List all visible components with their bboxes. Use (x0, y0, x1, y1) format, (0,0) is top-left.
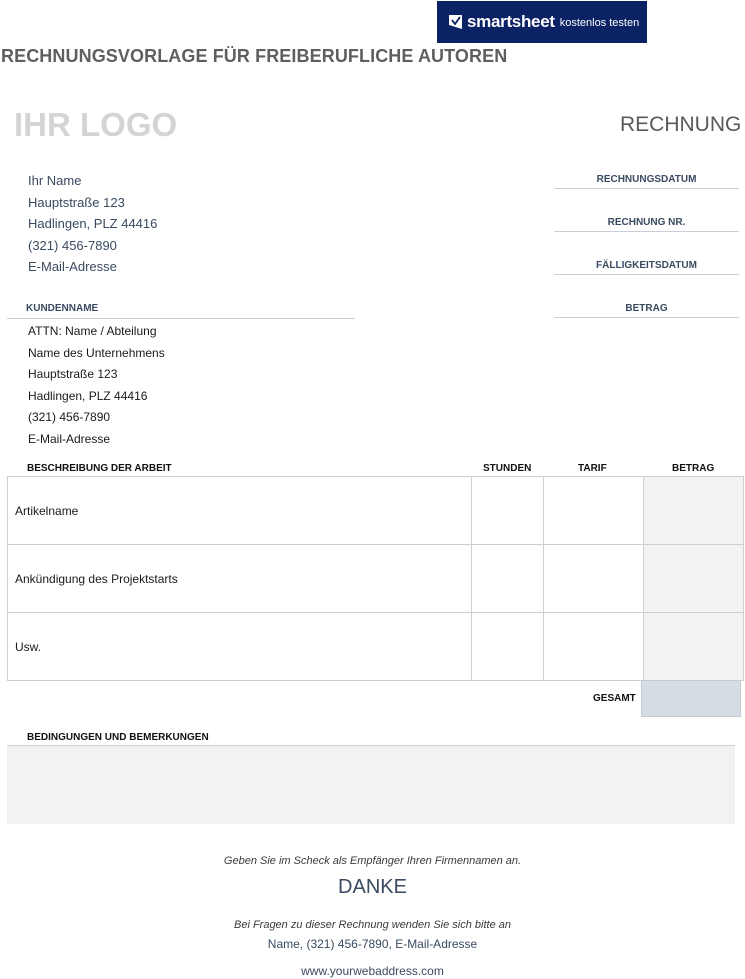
row-hours[interactable] (472, 545, 544, 613)
row-description[interactable]: Ankündigung des Projektstarts (8, 545, 472, 613)
sender-email: E-Mail-Adresse (28, 259, 117, 275)
row-rate[interactable] (544, 545, 644, 613)
smartsheet-banner[interactable] (437, 1, 647, 43)
page-title: RECHNUNGSVORLAGE FÜR FREIBERUFLICHE AUTOREN (1, 46, 508, 66)
client-attn: ATTN: Name / Abteilung (28, 324, 157, 338)
row-amount (644, 477, 744, 545)
sender-street: Hauptstraße 123 (28, 194, 125, 210)
table-row (8, 477, 744, 545)
row-rate[interactable] (544, 477, 644, 545)
due-date-label: FÄLLIGKEITSDATUM (554, 257, 739, 275)
client-company: Name des Unternehmens (28, 345, 165, 360)
logo-placeholder: IHR LOGO (14, 106, 178, 143)
website-link[interactable]: www.yourwebaddress.com (301, 964, 444, 978)
hours-header: STUNDEN (483, 463, 532, 474)
thanks-text: DANKE (338, 876, 407, 898)
invoice-date-label: RECHNUNGSDATUM (554, 171, 739, 189)
rate-header: TARIF (578, 463, 607, 474)
client-address (28, 321, 165, 451)
table-row (8, 545, 744, 613)
client-email: E-Mail-Adresse (28, 431, 111, 446)
total-label: GESAMT (593, 693, 636, 704)
total-value (641, 680, 741, 717)
terms-field[interactable] (7, 745, 735, 824)
description-header: BESCHREIBUNG DER ARBEIT (27, 463, 172, 474)
sender-city: Hadlingen, PLZ 44416 (28, 216, 158, 232)
row-hours[interactable] (472, 477, 544, 545)
banner-brand: smartsheet (467, 12, 555, 31)
row-rate[interactable] (544, 613, 644, 681)
amount-label: BETRAG (554, 300, 739, 318)
smartsheet-logo-icon (449, 15, 462, 29)
invoice-number-label: RECHNUNG NR. (554, 214, 739, 232)
client-street: Hauptstraße 123 (28, 367, 118, 382)
row-description[interactable]: Artikelname (8, 477, 472, 545)
banner-cta: kostenlos testen (559, 17, 640, 29)
row-hours[interactable] (472, 613, 544, 681)
terms-label: BEDINGUNGEN UND BEMERKUNGEN (27, 732, 209, 743)
row-amount (644, 613, 744, 681)
invoice-heading: RECHNUNG (620, 113, 742, 136)
client-city: Hadlingen, PLZ 44416 (28, 388, 148, 403)
row-amount (644, 545, 744, 613)
questions-note: Bei Fragen zu dieser Rechnung wenden Sie sich bitte an (233, 919, 511, 931)
client-name-label: KUNDENNAME (7, 301, 355, 319)
row-description[interactable]: Usw. (8, 613, 472, 681)
sender-name: Ihr Name (28, 173, 82, 188)
work-table (7, 476, 744, 681)
sender-phone: (321) 456-7890 (28, 237, 117, 253)
client-phone: (321) 456-7890 (28, 410, 111, 425)
sender-address (28, 170, 157, 278)
line-amount-header: BETRAG (672, 463, 715, 474)
contact-line: Name, (321) 456-7890, E-Mail-Adresse (267, 937, 478, 951)
check-note: Geben Sie im Scheck als Empfänger Ihren Firmennamen an. (223, 855, 522, 867)
table-row (8, 613, 744, 681)
